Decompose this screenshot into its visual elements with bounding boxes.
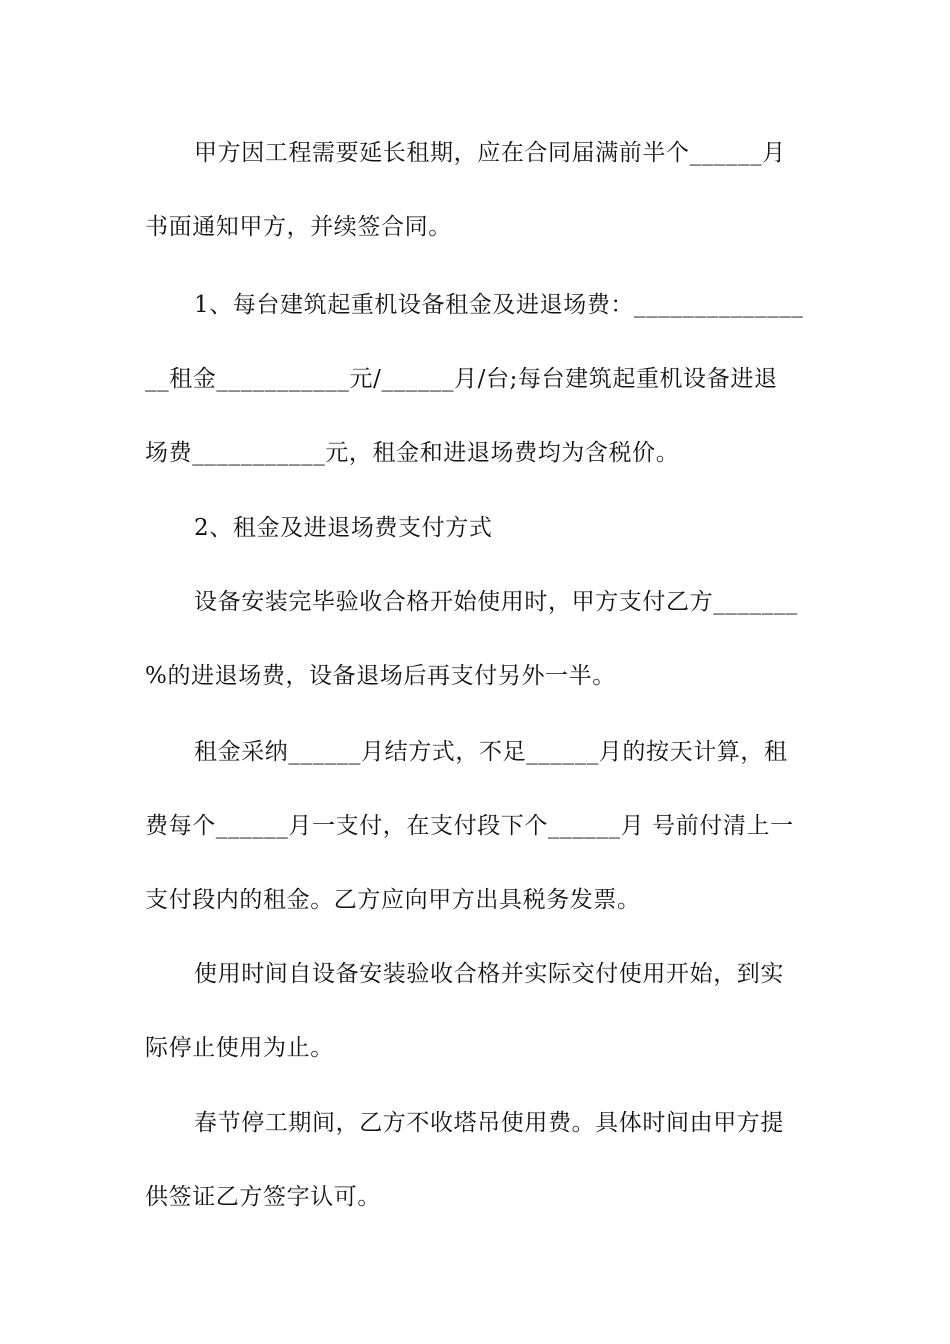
paragraph-line: __租金___________元/______月/台;每台建筑起重机设备进退 bbox=[145, 366, 778, 392]
paragraph-line: 设备安装完毕验收合格开始使用时，甲方支付乙方_______ bbox=[194, 589, 798, 615]
paragraph-line: 春节停工期间，乙方不收塔吊使用费。具体时间由甲方提 bbox=[194, 1110, 784, 1136]
paragraph-line: 场费___________元，租金和进退场费均为含税价。 bbox=[145, 440, 680, 466]
paragraph-line: %的进退场费，设备退场后再支付另外一半。 bbox=[145, 663, 616, 689]
paragraph-line: 费每个______月一支付，在支付段下个______月 号前付清上一 bbox=[145, 813, 794, 839]
paragraph-line: 租金采纳______月结方式，不足______月的按天计算，租 bbox=[194, 739, 788, 765]
paragraph-line: 书面通知甲方，并续签合同。 bbox=[145, 214, 452, 240]
paragraph-line: 供签证乙方签字认可。 bbox=[145, 1184, 381, 1210]
paragraph-line: 1、每台建筑起重机设备租金及进退场费：______________ bbox=[194, 292, 804, 318]
paragraph-line: 甲方因工程需要延长租期，应在合同届满前半个______月 bbox=[194, 140, 786, 166]
paragraph-line: 使用时间自设备安装验收合格并实际交付使用开始，到实 bbox=[194, 961, 784, 987]
paragraph-line: 支付段内的租金。乙方应向甲方出具税务发票。 bbox=[145, 887, 641, 913]
section-heading: 2、租金及进退场费支付方式 bbox=[194, 515, 493, 541]
paragraph-line: 际停止使用为止。 bbox=[145, 1035, 334, 1061]
